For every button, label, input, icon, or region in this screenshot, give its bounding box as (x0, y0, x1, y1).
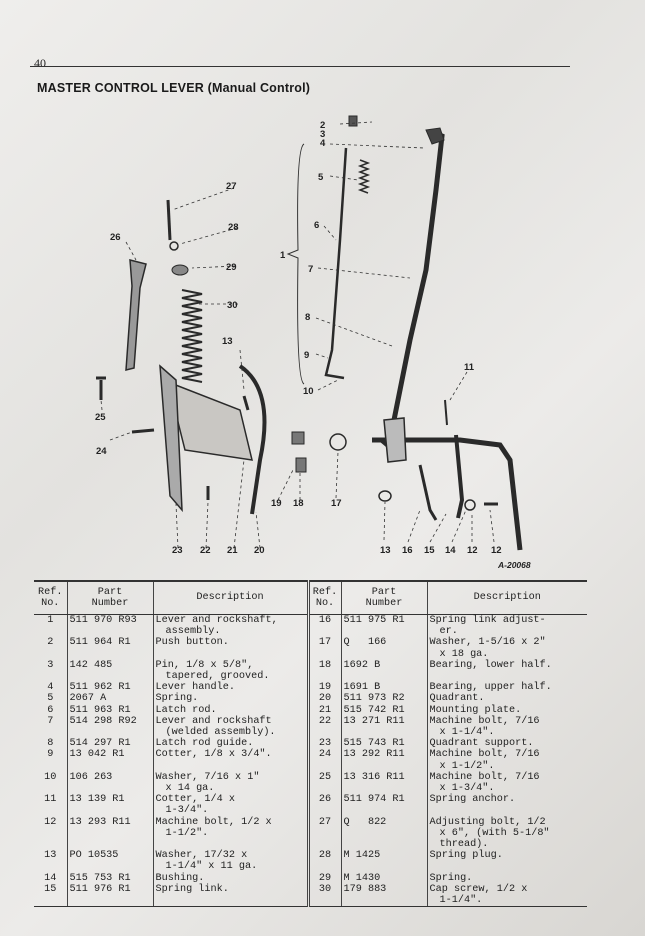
description-line: x 1-1/4". (439, 727, 495, 739)
washer-17-part (330, 434, 346, 450)
description-line: Spring anchor. (429, 794, 516, 806)
part-number-cell: 13 316 R11 (341, 772, 427, 794)
latch-rod-part (326, 148, 346, 378)
table-row (34, 637, 587, 659)
ref-header: Ref. No. (308, 581, 341, 615)
description-cell (427, 716, 587, 738)
part-number-cell: 511 974 R1 (341, 794, 427, 816)
ref-cell: 18 (308, 660, 341, 682)
table-row (34, 682, 587, 693)
ref-cell: 17 (308, 637, 341, 659)
description-line: x 1-1/2". (439, 760, 495, 772)
description-cell (153, 772, 308, 794)
description-line: 1-1/2". (165, 827, 209, 839)
callout-label: 7 (308, 264, 314, 275)
description-line: Machine bolt, 7/16 (429, 749, 540, 761)
description-cell (153, 749, 308, 771)
description-line: Washer, 1-5/16 x 2" (429, 637, 546, 649)
callout-label: 12 (491, 545, 502, 556)
description-line: 1-1/4" x 11 ga. (165, 861, 258, 873)
ref-cell: 7 (47, 715, 54, 727)
table-row (34, 794, 587, 816)
description-cell (153, 873, 308, 884)
ref-cell: 21 (308, 705, 341, 716)
description-line: 1-3/4". (165, 805, 209, 817)
description-cell (153, 738, 308, 749)
description-cell (427, 850, 587, 872)
description-line: (welded assembly). (165, 727, 276, 739)
callout-label: 4 (320, 138, 326, 149)
table-row (34, 693, 587, 704)
description-cell (427, 817, 587, 851)
description-line: Spring. (155, 693, 199, 705)
part-number-cell: Q 166 (341, 637, 427, 659)
spring-anchor-part (126, 260, 146, 370)
callout-label: 18 (293, 498, 304, 509)
description-cell (427, 615, 587, 638)
part-number-cell: 514 297 R1 (67, 738, 153, 749)
callout-label: 20 (254, 545, 265, 556)
ref-cell: 16 (308, 615, 341, 638)
callout-label: 25 (95, 412, 106, 423)
description-cell (427, 693, 587, 704)
table-row (34, 850, 587, 872)
ref-header: Ref. No. (34, 581, 67, 615)
description-line: Spring link. (155, 883, 229, 895)
description-cell (427, 682, 587, 693)
part-number-cell: 1691 B (341, 682, 427, 693)
ref-cell: 11 (44, 794, 57, 806)
lever-handle-part (392, 132, 442, 430)
description-cell (427, 637, 587, 659)
description-line: Bushing. (155, 872, 205, 884)
table-row (34, 873, 587, 884)
callout-label: 28 (228, 222, 239, 233)
callout-label: 27 (226, 181, 237, 192)
part-number-cell: M 1430 (341, 873, 427, 884)
callout-label: 2 (320, 120, 326, 131)
callout-label: 23 (172, 545, 183, 556)
description-line: assembly. (165, 626, 221, 638)
callout-label: 3 (320, 129, 326, 140)
description-cell (427, 660, 587, 682)
description-line: Spring link adjust- (429, 615, 546, 626)
description-line: Spring plug. (429, 850, 503, 862)
table-row (34, 738, 587, 749)
callout-label: 6 (314, 220, 320, 231)
description-line: x 1-3/4". (439, 783, 495, 795)
description-line: x 14 ga. (165, 783, 215, 795)
description-line: tapered, grooved. (165, 671, 270, 683)
part-number-cell: 515 753 R1 (67, 873, 153, 884)
description-cell (153, 615, 308, 638)
adjusting-bolt-part (168, 200, 170, 240)
ref-cell: 10 (44, 771, 57, 783)
callout-label: 16 (402, 545, 413, 556)
description-line: Lever and rockshaft (155, 715, 272, 727)
description-line: Cotter, 1/4 x (155, 794, 235, 806)
description-cell (427, 749, 587, 771)
spring-link-part (420, 465, 436, 520)
description-line: Spring. (429, 872, 473, 884)
ref-cell: 14 (44, 872, 57, 884)
callout-label: 11 (464, 362, 475, 373)
ref-cell: 22 (308, 716, 341, 738)
part-number-cell: Q 822 (341, 817, 427, 851)
description-line: Quadrant support. (429, 738, 534, 750)
description-cell (153, 660, 308, 682)
callout-label: 1 (280, 250, 286, 261)
ref-cell: 12 (44, 816, 57, 828)
exploded-view-drawing (0, 100, 645, 580)
ref-cell: 23 (308, 738, 341, 749)
description-line: Bearing, lower half. (429, 659, 552, 671)
ref-cell: 1 (47, 615, 54, 626)
part-number-cell: 511 975 R1 (341, 615, 427, 638)
description-cell (153, 693, 308, 704)
ref-cell: 19 (308, 682, 341, 693)
parts-table (34, 580, 587, 907)
callout-label: 30 (227, 300, 238, 311)
description-header: Description (427, 581, 587, 615)
part-number-header: Part Number (67, 581, 153, 615)
part-number-cell: 511 976 R1 (67, 884, 153, 907)
callout-label: 26 (110, 232, 121, 243)
part-number-cell: 179 883 (341, 884, 427, 907)
description-cell (153, 817, 308, 851)
part-number-cell: 13 042 R1 (67, 749, 153, 771)
table-row (34, 884, 587, 907)
parts-table-body (34, 615, 587, 907)
callout-label: 10 (303, 386, 314, 397)
description-line: Pin, 1/8 x 5/8", (155, 659, 254, 671)
exploded-parts-diagram (0, 100, 645, 580)
part-number-cell: 13 292 R11 (341, 749, 427, 771)
description-cell (427, 705, 587, 716)
part-number-cell: 13 139 R1 (67, 794, 153, 816)
description-line: Latch rod. (155, 704, 217, 716)
part-number-cell: 13 293 R11 (67, 817, 153, 851)
ref-cell: 27 (308, 817, 341, 851)
description-line: Cotter, 1/8 x 3/4". (155, 749, 272, 761)
spring-5-part (360, 160, 368, 193)
table-row (34, 660, 587, 682)
description-line: x 18 ga. (439, 648, 489, 660)
part-number-cell: 1692 B (341, 660, 427, 682)
table-row (34, 749, 587, 771)
description-cell (153, 716, 308, 738)
description-line: Quadrant. (429, 693, 485, 705)
part-number-cell: 13 271 R11 (341, 716, 427, 738)
table-row (34, 705, 587, 716)
part-number-cell: 511 964 R1 (67, 637, 153, 659)
table-header-row (34, 581, 587, 615)
ref-cell: 29 (308, 873, 341, 884)
ref-cell: 2 (47, 637, 54, 649)
table-row (34, 817, 587, 851)
part-number-cell: 2067 A (67, 693, 153, 704)
description-cell (427, 884, 587, 907)
callout-label: 22 (200, 545, 211, 556)
description-cell (153, 682, 308, 693)
description-line: Washer, 17/32 x (155, 850, 248, 862)
callout-label: 19 (271, 498, 282, 509)
description-line: Cap screw, 1/2 x (429, 883, 528, 895)
ref-cell: 8 (47, 738, 54, 750)
ref-cell: 26 (308, 794, 341, 816)
table-row (34, 615, 587, 638)
description-cell (153, 850, 308, 872)
callout-label: 5 (318, 172, 324, 183)
description-cell (427, 772, 587, 794)
description-line: Adjusting bolt, 1/2 (429, 816, 546, 828)
description-cell (427, 873, 587, 884)
part-number-cell: 511 962 R1 (67, 682, 153, 693)
ref-cell: 13 (44, 850, 57, 862)
description-cell (153, 637, 308, 659)
description-cell (153, 705, 308, 716)
page-number: 40 (34, 56, 46, 70)
description-line: thread). (439, 839, 489, 851)
description-line: 1-1/4". (439, 895, 483, 907)
ref-cell: 25 (308, 772, 341, 794)
description-cell (427, 794, 587, 816)
ref-cell: 3 (47, 659, 54, 671)
callout-label: 29 (226, 262, 237, 273)
ref-cell: 30 (308, 884, 341, 907)
description-line: Washer, 7/16 x 1" (155, 771, 260, 783)
ref-cell: 9 (47, 749, 54, 761)
description-line: Push button. (155, 637, 229, 649)
table-row (34, 772, 587, 794)
part-number-cell: 515 743 R1 (341, 738, 427, 749)
description-line: Machine bolt, 1/2 x (155, 816, 272, 828)
description-line: Bearing, upper half. (429, 682, 552, 694)
description-line: Lever handle. (155, 682, 235, 694)
ref-cell: 28 (308, 850, 341, 872)
ref-cell: 15 (34, 884, 67, 907)
callout-label: 13 (222, 336, 233, 347)
callout-label: 21 (227, 545, 238, 556)
description-line: Machine bolt, 7/16 (429, 715, 540, 727)
part-number-cell: 106 263 (67, 772, 153, 794)
ref-cell: 4 (47, 682, 54, 694)
part-number-cell: 515 742 R1 (341, 705, 427, 716)
part-number-cell: 511 973 R2 (341, 693, 427, 704)
description-line: Latch rod guide. (155, 738, 254, 750)
description-line: Lever and rockshaft, (155, 615, 278, 626)
ref-cell: 5 (47, 693, 54, 705)
description-cell (153, 884, 308, 907)
part-number-cell: 142 485 (67, 660, 153, 682)
mounting-plate-part (168, 382, 252, 460)
callout-label: 13 (380, 545, 391, 556)
part-number-cell: 511 963 R1 (67, 705, 153, 716)
top-rule (30, 66, 570, 67)
callout-label: 14 (445, 545, 456, 556)
callout-label: 17 (331, 498, 342, 509)
callout-label: 8 (305, 312, 311, 323)
ref-cell: 24 (308, 749, 341, 771)
table-row (34, 716, 587, 738)
callout-label: 9 (304, 350, 310, 361)
ref-cell: 6 (47, 704, 54, 716)
figure-id: A-20068 (498, 560, 531, 570)
description-header: Description (153, 581, 308, 615)
description-line: x 6", (with 5-1/8" (439, 827, 550, 839)
part-number-cell: M 1425 (341, 850, 427, 872)
part-number-header: Part Number (341, 581, 427, 615)
part-number-cell: PO 10535 (67, 850, 153, 872)
description-line: er. (439, 626, 458, 638)
part-number-cell: 511 970 R93 (67, 615, 153, 638)
description-line: Mounting plate. (429, 704, 522, 716)
description-cell (153, 794, 308, 816)
callout-label: 24 (96, 446, 107, 457)
description-line: Machine bolt, 7/16 (429, 771, 540, 783)
callout-label: 15 (424, 545, 435, 556)
callout-label: 12 (467, 545, 478, 556)
page-title: MASTER CONTROL LEVER (Manual Control) (37, 81, 311, 95)
part-number-cell: 514 298 R92 (67, 716, 153, 738)
ref-cell: 20 (308, 693, 341, 704)
description-cell (427, 738, 587, 749)
